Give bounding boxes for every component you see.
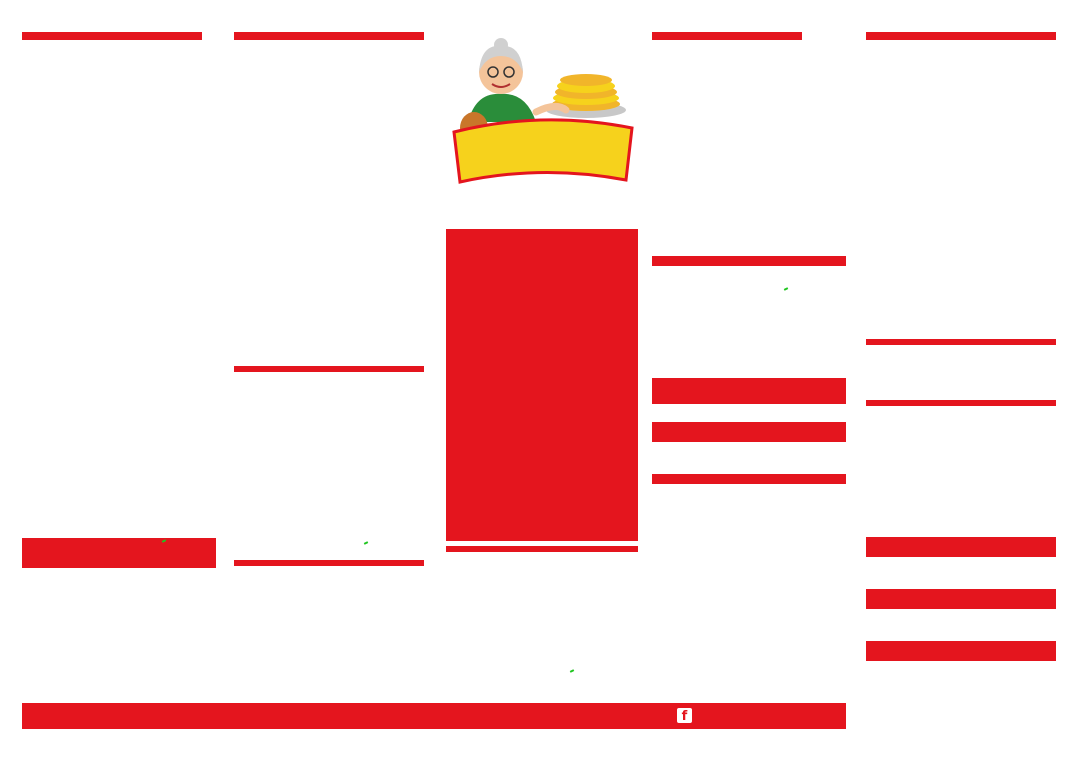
chef-dishes-header xyxy=(652,256,846,266)
armenian-header xyxy=(652,32,802,40)
pancakes-header xyxy=(234,366,424,372)
nonalc-beer-section xyxy=(866,339,1056,345)
soup-banner xyxy=(652,378,846,404)
desserts-banner xyxy=(652,422,846,442)
savory-column xyxy=(22,32,216,47)
armenian-column xyxy=(652,32,846,46)
pierogi-section xyxy=(446,546,638,555)
georgian-wine-desc xyxy=(866,559,1056,561)
drinks-column xyxy=(866,32,1056,42)
sweet-column xyxy=(234,32,424,47)
pancakes-section xyxy=(234,366,424,374)
armenia-story xyxy=(446,229,638,541)
salads-header xyxy=(234,560,424,566)
salads-section xyxy=(234,560,424,571)
georgian-wine-banner xyxy=(866,537,1056,557)
chef-dishes-badge xyxy=(784,287,788,291)
pancakes-badge xyxy=(364,541,368,545)
pierogi-header xyxy=(446,546,638,552)
footer-bar xyxy=(22,703,846,729)
nonalc-beer-header xyxy=(866,339,1056,345)
fruit-wine-banner xyxy=(866,641,1056,661)
pancakes-options xyxy=(234,372,424,374)
logo-area xyxy=(446,32,638,222)
chef-special-badge xyxy=(162,539,166,543)
sweet-header xyxy=(234,32,424,40)
armenian-wine-banner xyxy=(866,589,1056,609)
drinks-header xyxy=(866,32,1056,40)
grandma-logo xyxy=(446,32,638,202)
chef-special-banner xyxy=(22,538,216,568)
alc-beer-header xyxy=(866,400,1056,406)
savory-header xyxy=(22,32,202,40)
facebook-icon: f xyxy=(677,708,692,723)
alc-beer-section xyxy=(866,400,1056,409)
chef-dishes-section xyxy=(652,256,846,278)
waffles-header xyxy=(652,474,846,484)
armenian-wine-desc xyxy=(866,611,1056,613)
waffles-section xyxy=(652,474,846,490)
pierogi-badge xyxy=(570,669,574,673)
